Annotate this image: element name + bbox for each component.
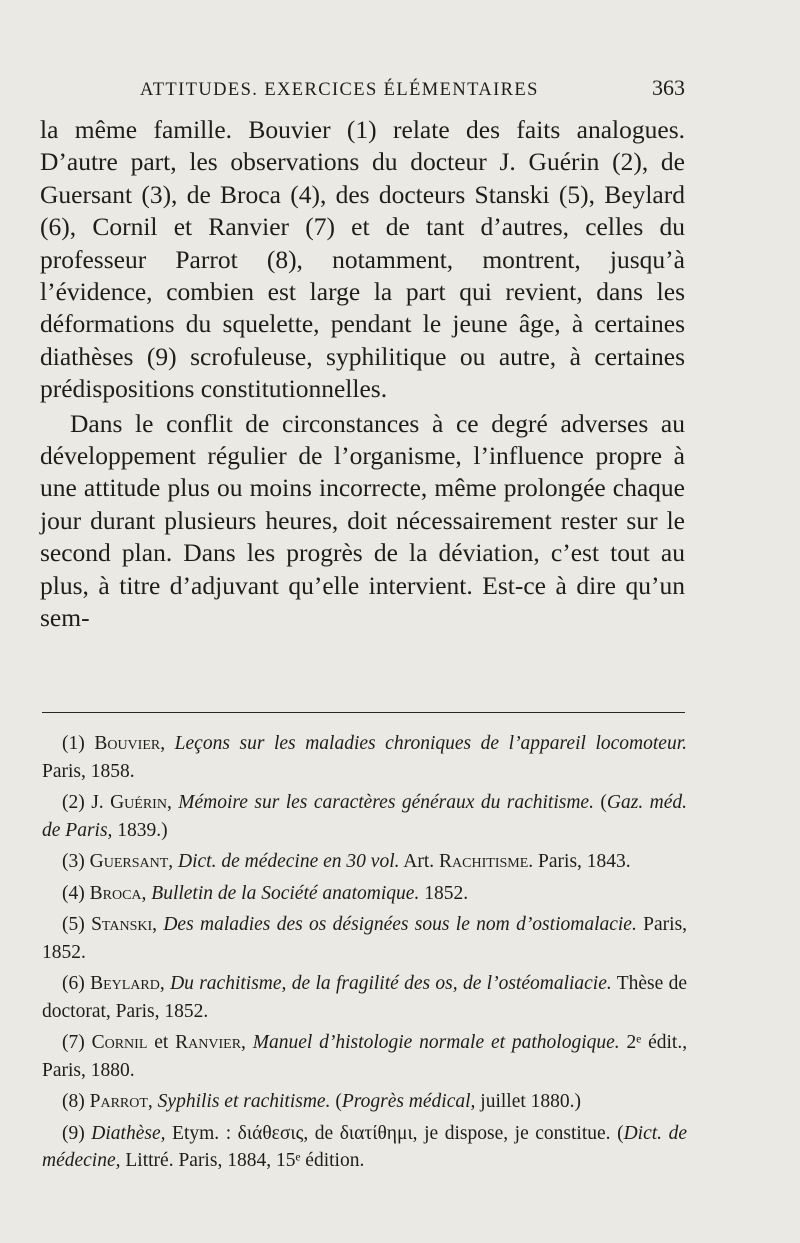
footnotes	[42, 730, 687, 1179]
footnote-9	[42, 1120, 687, 1175]
footnote-article-prefix: Art.	[403, 851, 435, 872]
footnote-publication: Paris, 1858.	[42, 760, 135, 782]
footnote-title: Du rachitisme, de la fragilité des os, de l’ostéomaliacie.	[170, 973, 612, 994]
footnote-paren: (	[335, 1091, 342, 1112]
footnote-author: Beylard,	[90, 973, 165, 994]
footnote-publication: juillet 1880.)	[480, 1091, 582, 1112]
footnote-author: Broca,	[89, 882, 147, 904]
footnote-author: J. Guérin,	[91, 792, 172, 813]
running-header	[140, 75, 685, 101]
footnote-number: (2)	[62, 792, 85, 813]
page-number: 363	[652, 75, 685, 100]
paragraph-1: la même famille. Bouvier (1) relate des faits analogues. D’autre part, les observations du docteur J. Guérin (2), de Guersant (3), de Broca (4), des docteurs Stanski (5), Beylard (6), Cornil et Ranvier (7) et de tant d’autres, celles du professeur Parrot (8), notamment, montrent, jusqu’à l’évidence, combien est large la part qui revient, dans les déformations du squelette, pendant le jeune âge, à certaines diathèses (9) scrofuleuse, syphilitique ou autre, à certaines prédispositions constitutionnelles.	[40, 115, 685, 404]
footnote-term: Diathèse,	[91, 1122, 166, 1144]
footnote-dictionary: Dict. de médecine,	[42, 1122, 687, 1171]
footnote-title: Des maladies des os désignées sous le nom d’ostiomalacie.	[163, 914, 637, 935]
footnote-etymology: Etym. : διάθεσις, de διατίθημι, je dispose, je constitue. (	[172, 1122, 624, 1144]
footnote-5	[42, 911, 687, 966]
footnote-author: Guersant,	[89, 851, 174, 872]
footnote-3	[42, 848, 687, 876]
footnote-title: Dict. de médecine en 30 vol.	[178, 851, 400, 872]
footnote-1	[42, 730, 687, 785]
running-title: ATTITUDES. EXERCICES ÉLÉMENTAIRES	[140, 80, 539, 100]
footnote-publication: Littré. Paris, 1884, 15ᵉ édition.	[125, 1150, 365, 1171]
footnote-number: (3)	[62, 851, 85, 872]
footnote-author: Bouvier,	[94, 733, 166, 754]
footnote-title: Mémoire sur les caractères généraux du rachitisme.	[178, 792, 594, 813]
footnote-title: Leçons sur les maladies chroniques de l’appareil locomoteur.	[174, 733, 688, 754]
footnote-publication: Paris, 1852.	[42, 914, 688, 963]
footnote-number: (9)	[62, 1122, 85, 1144]
footnote-conjunction: et	[154, 1032, 169, 1053]
footnote-8	[42, 1088, 687, 1116]
footnote-publication: Paris, 1843.	[538, 851, 631, 872]
footnote-6	[42, 970, 687, 1025]
footnote-title: Bulletin de la Société anatomique.	[151, 882, 420, 904]
footnote-number: (8)	[62, 1091, 85, 1112]
main-text	[40, 114, 685, 635]
footnote-7	[42, 1029, 687, 1084]
footnote-article: Rachitisme.	[439, 851, 534, 872]
footnote-4	[42, 880, 687, 908]
footnote-separator	[42, 712, 685, 713]
footnote-number: (6)	[62, 973, 85, 994]
footnote-number: (5)	[62, 914, 85, 935]
footnote-author-2: Ranvier,	[175, 1032, 246, 1053]
footnote-publication: 2ᵉ édit., Paris, 1880.	[42, 1032, 688, 1081]
footnote-author: Parrot,	[89, 1091, 153, 1112]
footnote-number: (1)	[62, 733, 85, 754]
footnote-author: Stanski,	[91, 914, 158, 935]
footnote-journal: Gaz. méd. de Paris,	[42, 792, 687, 841]
footnote-title: Syphilis et rachitisme.	[157, 1091, 331, 1112]
footnote-title: Manuel d’histologie normale et pathologique.	[252, 1032, 620, 1053]
footnote-publication: 1839.)	[117, 819, 168, 841]
footnote-author: Cornil	[91, 1032, 148, 1053]
footnote-number: (4)	[62, 882, 85, 904]
footnote-2	[42, 789, 687, 844]
footnote-number: (7)	[62, 1032, 85, 1053]
footnote-paren: (	[600, 792, 607, 813]
footnote-journal: Progrès médical,	[341, 1091, 476, 1112]
footnote-publication: Thèse de doctorat, Paris, 1852.	[42, 973, 688, 1022]
footnote-publication: 1852.	[424, 882, 469, 904]
paragraph-2: Dans le conflit de circonstances à ce degré adverses au développement régulier de l’organisme, l’influence propre à une attitude plus ou moins incorrecte, même prolongée chaque jour durant plusieurs heures, doit nécessairement rester sur le second plan. Dans les progrès de la déviation, c’est tout au plus, à titre d’adjuvant qu’elle intervient. Est-ce à dire qu’un sem-	[40, 408, 685, 633]
